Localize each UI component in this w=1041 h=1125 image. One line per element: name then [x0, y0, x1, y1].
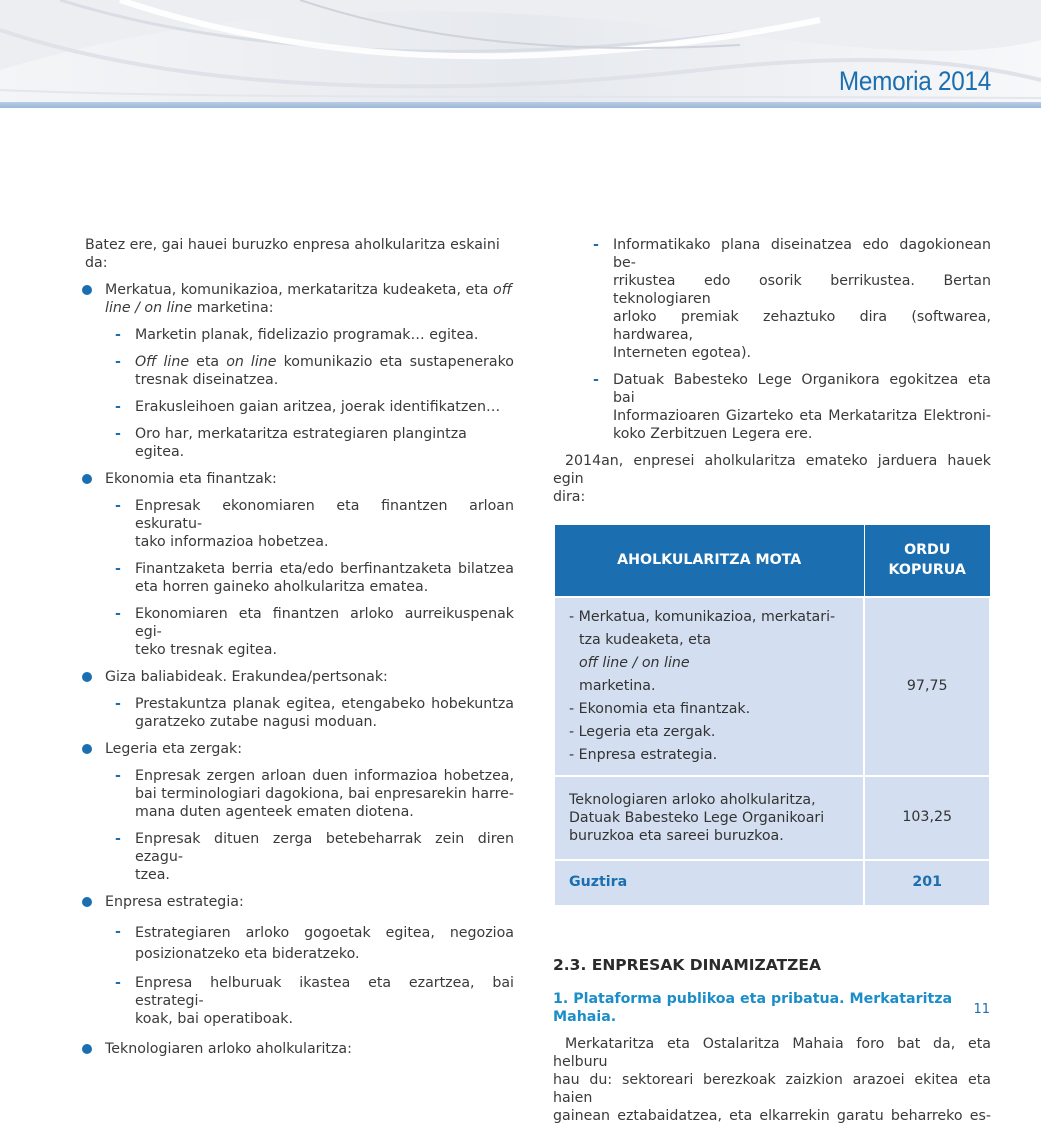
dash-icon: -	[593, 372, 599, 388]
activities-paragraph: 2014an, enpresei aholkularitza emateko jarduera hauek egin dira:	[553, 453, 991, 505]
column-header-hours: ORDU KOPURUA	[864, 525, 990, 597]
dash-icon: -	[115, 354, 121, 370]
sub-item: - Datuak Babesteko Lege Organikora egokitzea eta bai Informazioaren Gizarteko eta Merkataritza Elektroni- koko Zerbitzuen Legera ere.	[593, 372, 991, 442]
dash-icon: -	[115, 399, 121, 415]
sub-item: - Oro har, merkataritza estrategiaren plangintza egitea.	[115, 426, 467, 460]
column-header-type: AHOLKULARITZA MOTA	[554, 525, 864, 597]
left-column	[82, 234, 514, 1058]
bullet-strategy: Enpresa estrategia:	[82, 893, 514, 911]
sub-item: - Informatikako plana diseinatzea edo dagokionean be- rrikustea edo osorik berrikustea. Bertan teknologiaren arloko premiak zehaztuko dira (softwarea, hardwarea, Interneten egotea).	[593, 237, 991, 361]
bullet-technology: Teknologiaren arloko aholkularitza:	[82, 1040, 514, 1058]
table-row	[554, 776, 990, 860]
sub-item: - Enpresak ekonomiaren eta finantzen arloan eskuratu- tako informazioa hobetzea.	[115, 498, 514, 550]
row-value: 103,25	[864, 776, 990, 860]
sub-item: - Enpresak zergen arloan duen informazioa hobetzea, bai terminologiari dagokiona, bai enpresarekin harre- mana duten agenteek ematen diotena.	[115, 768, 514, 820]
dash-icon: -	[115, 831, 121, 847]
row-value: 97,75	[864, 597, 990, 776]
page-header	[0, 0, 1041, 112]
bullet-text: Merkatua, komunikazioa, merkataritza kudeaketa, eta off line / on line marketina:	[105, 282, 512, 316]
dash-icon: -	[115, 327, 121, 343]
dash-icon: -	[115, 696, 121, 712]
table-row	[554, 597, 990, 776]
intro-paragraph: Batez ere, gai hauei buruzko enpresa aholkularitza eskaini da:	[85, 237, 500, 271]
subsection-heading: 1. Plataforma publikoa eta pribatua. Merkataritza Mahaia.	[553, 990, 953, 1025]
bullet-marketing	[82, 281, 514, 317]
bullet-tax: Legeria eta zergak:	[82, 740, 514, 758]
header-rule	[0, 102, 1041, 108]
sub-item: - Off line eta on line komunikazio eta sustapenerako tresnak diseinatzea.	[115, 354, 514, 388]
bullet-dot-icon	[82, 672, 92, 682]
bullet-economy: Ekonomia eta finantzak:	[82, 470, 514, 488]
sub-item: - Marketin planak, fidelizazio programak… egitea.	[115, 327, 479, 343]
table-header-row	[554, 525, 990, 597]
total-label: Guztira	[554, 860, 864, 906]
dash-icon: -	[115, 606, 121, 622]
mahaia-paragraph: Merkataritza eta Ostalaritza Mahaia foro bat da, eta helburu hau du: sektoreari berezkoak zaizkion arazoei ekitea eta haien gainean eztabaidatzea, eta elkarrekin garatu beharreko es-	[553, 1035, 991, 1124]
dash-icon: -	[115, 975, 121, 991]
sub-item: - Ekonomiaren eta finantzen arloko aurreikuspenak egi- teko tresnak egitea.	[115, 606, 514, 658]
right-column	[553, 234, 991, 1125]
dash-icon: -	[115, 924, 121, 940]
sub-item: - Erakusleihoen gaian aritzea, joerak identifikatzen…	[115, 399, 501, 415]
bullet-dot-icon	[82, 1044, 92, 1054]
advisory-hours-table	[553, 524, 991, 907]
row-label: - Merkatua, komunikazioa, merkatari- tza kudeaketa, eta off line / on line marketina. - Ekonomia eta finantzak. - Legeria eta zergak. - Enpresa estrategia.	[554, 597, 864, 776]
sub-item: - Finantzaketa berria eta/edo berfinantzaketa bilatzea eta horren gaineko aholkularitza ematea.	[115, 561, 514, 595]
bullet-dot-icon	[82, 897, 92, 907]
dash-icon: -	[115, 498, 121, 514]
bullet-dot-icon	[82, 744, 92, 754]
bullet-dot-icon	[82, 285, 92, 295]
bullet-dot-icon	[82, 474, 92, 484]
total-value: 201	[864, 860, 990, 906]
header-title: Memoria 2014	[838, 66, 991, 96]
sub-item: - Prestakuntza planak egitea, etengabeko hobekuntza garatzeko zutabe nagusi moduan.	[115, 696, 514, 730]
section-heading: 2.3. ENPRESAK DINAMIZATZEA	[553, 955, 821, 974]
dash-icon: -	[115, 561, 121, 577]
bullet-human-resources: Giza baliabideak. Erakundea/pertsonak:	[82, 668, 514, 686]
dash-icon: -	[593, 237, 599, 253]
table-total-row	[554, 860, 990, 906]
row-label: Teknologiaren arloko aholkularitza, Datuak Babesteko Lege Organikoari buruzkoa eta sareei buruzkoa.	[554, 776, 864, 860]
page-number: 11	[973, 1002, 990, 1017]
sub-item: - Enpresak dituen zerga betebeharrak zein diren ezagu- tzea.	[115, 831, 514, 883]
dash-icon: -	[115, 768, 121, 784]
dash-icon: -	[115, 426, 121, 442]
sub-item: - Estrategiaren arloko gogoetak egitea, negozioa posizionatzeko eta bideratzeko.	[115, 924, 514, 962]
sub-item: - Enpresa helburuak ikastea eta ezartzea, bai estrategi- koak, bai operatiboak.	[115, 975, 514, 1027]
